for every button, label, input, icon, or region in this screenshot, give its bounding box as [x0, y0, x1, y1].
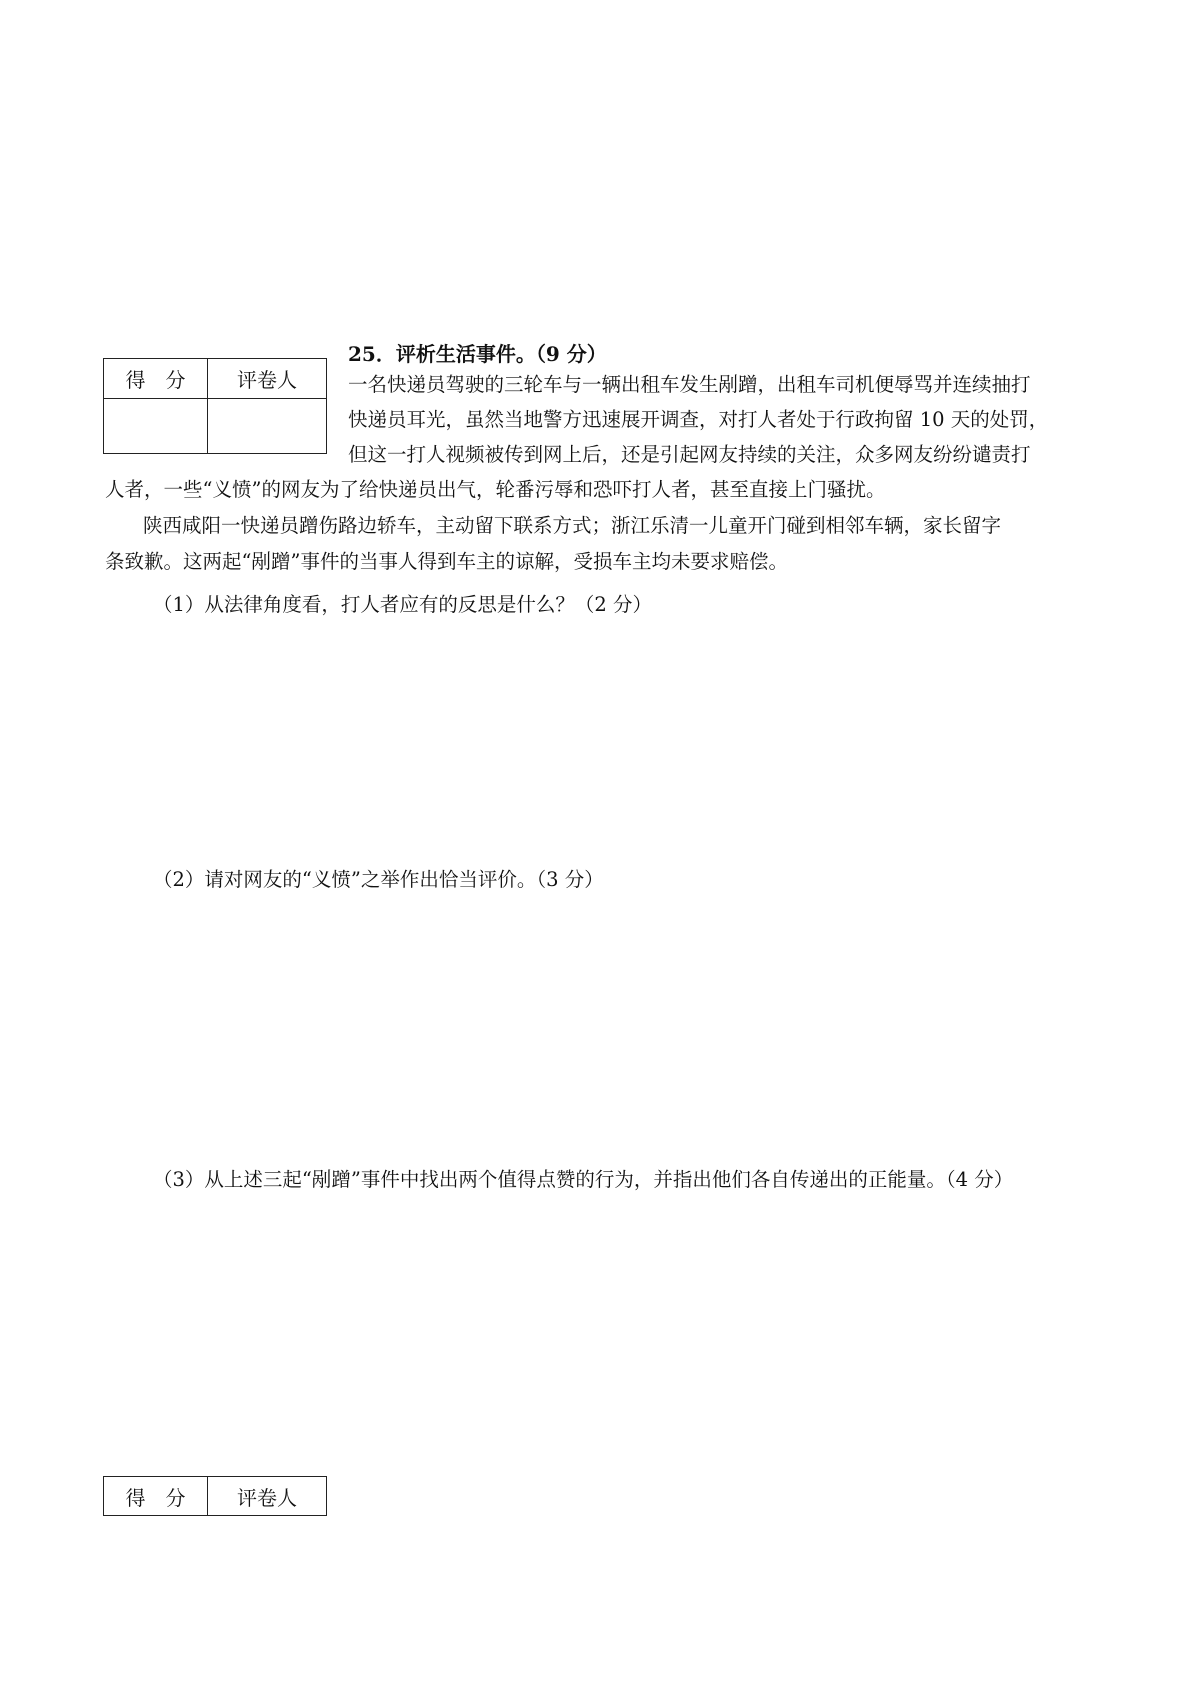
grader-header-cell: 评卷人: [208, 359, 327, 399]
paragraph1-line-1: 一名快递员驾驶的三轮车与一辆出租车发生剐蹭，出租车司机便辱骂并连续抽打: [348, 373, 1031, 396]
sub-question-1: （1）从法律角度看，打人者应有的反思是什么？（2 分）: [153, 593, 653, 616]
sub-question-3: （3）从上述三起“剐蹭”事件中找出两个值得点赞的行为，并指出他们各自传递出的正能量。（4 分）: [153, 1168, 1014, 1191]
paragraph1-line-3: 但这一打人视频被传到网上后，还是引起网友持续的关注，众多网友纷纷谴责打: [348, 443, 1031, 466]
paragraph1-line-2: 快递员耳光，虽然当地警方迅速展开调查，对打人者处于行政拘留 10 天的处罚，: [348, 408, 1049, 431]
score-input-cell[interactable]: [104, 399, 208, 454]
paragraph2-line-2: 条致歉。这两起“剐蹭”事件的当事人得到车主的谅解，受损车主均未要求赔偿。: [105, 550, 788, 573]
score-table-bottom: [103, 1476, 327, 1516]
paragraph2-line-1: 陕西咸阳一快递员蹭伤路边轿车，主动留下联系方式；浙江乐清一儿童开门碰到相邻车辆，家长留字: [143, 514, 1002, 537]
score-table-blank-row: [104, 399, 327, 454]
score-table-header-row: [104, 1477, 327, 1516]
grader-header-cell: 评卷人: [208, 1477, 327, 1516]
paragraph1-line-4: 人者，一些“义愤”的网友为了给快递员出气，轮番污辱和恐吓打人者，甚至直接上门骚扰。: [105, 478, 886, 501]
score-header-cell: 得 分: [104, 359, 208, 399]
question-title: 25．评析生活事件。（9 分）: [348, 342, 607, 366]
sub-question-2: （2）请对网友的“义愤”之举作出恰当评价。（3 分）: [153, 868, 604, 891]
grader-input-cell[interactable]: [208, 399, 327, 454]
score-table-top: [103, 358, 327, 454]
score-table-header-row: [104, 359, 327, 399]
score-header-cell: 得 分: [104, 1477, 208, 1516]
